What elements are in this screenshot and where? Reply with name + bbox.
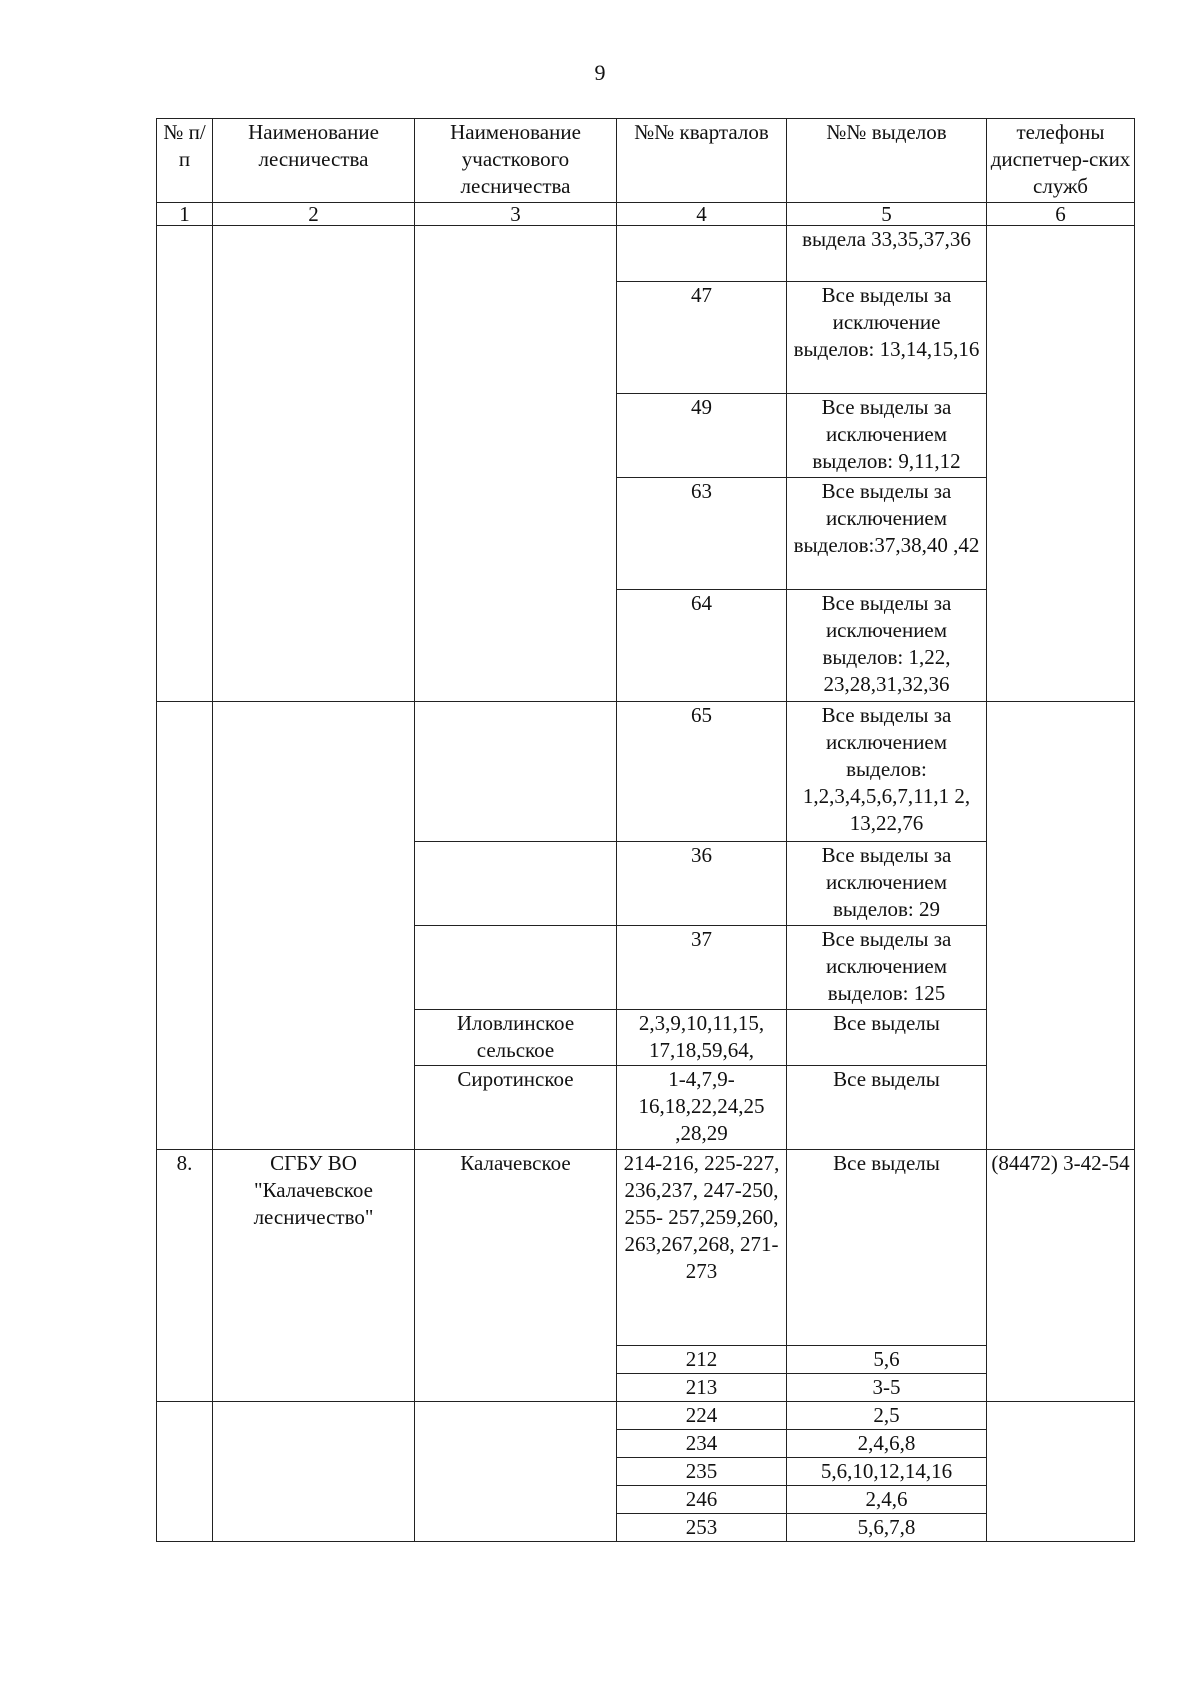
allotment-cell: 5,6,7,8: [787, 1514, 987, 1542]
allotment-cell: 2,5: [787, 1402, 987, 1430]
district-cell: Иловлинское сельское: [415, 1010, 617, 1066]
phone-cell: [987, 226, 1135, 702]
district-cell: [415, 226, 617, 702]
quarter-cell: 64: [617, 590, 787, 702]
header-quarters: №№ кварталов: [617, 119, 787, 203]
allotment-cell: Все выделы: [787, 1066, 987, 1150]
quarter-cell: 63: [617, 478, 787, 590]
quarter-cell: 253: [617, 1514, 787, 1542]
quarter-cell: 2,3,9,10,11,15, 17,18,59,64,: [617, 1010, 787, 1066]
district-cell: Калачевское: [415, 1150, 617, 1402]
quarter-cell: 47: [617, 282, 787, 394]
header-dispatch-phones: телефоны диспетчер-ских служб: [987, 119, 1135, 203]
header-allotments: №№ выделов: [787, 119, 987, 203]
district-cell: [415, 842, 617, 926]
quarter-cell: 234: [617, 1430, 787, 1458]
column-number-row: [157, 203, 1135, 226]
quarter-cell: 49: [617, 394, 787, 478]
number-cell: 8.: [157, 1150, 213, 1402]
column-number: 1: [157, 203, 213, 226]
allotment-cell: 2,4,6: [787, 1486, 987, 1514]
table-row: [157, 226, 1135, 282]
header-number: № п/п: [157, 119, 213, 203]
forestry-cell: [213, 702, 415, 1150]
number-cell: [157, 226, 213, 702]
allotment-cell: Все выделы за исключением выделов: 1,2,3,4,5,6,7,11,1 2, 13,22,76: [787, 702, 987, 842]
quarter-cell: [617, 226, 787, 282]
phone-cell: [987, 1402, 1135, 1542]
allotment-cell: Все выделы: [787, 1010, 987, 1066]
quarter-cell: 213: [617, 1374, 787, 1402]
quarter-cell: 246: [617, 1486, 787, 1514]
allotment-cell: Все выделы за исключение выделов: 13,14,15,16: [787, 282, 987, 394]
table-row: [157, 1150, 1135, 1346]
district-cell: [415, 1402, 617, 1542]
quarter-cell: 37: [617, 926, 787, 1010]
column-number: 6: [987, 203, 1135, 226]
allotment-cell: выдела 33,35,37,36: [787, 226, 987, 282]
quarter-cell: 1-4,7,9- 16,18,22,24,25 ,28,29: [617, 1066, 787, 1150]
phone-cell: (84472) 3-42-54: [987, 1150, 1135, 1402]
district-cell: [415, 926, 617, 1010]
allotment-cell: Все выделы за исключением выделов: 125: [787, 926, 987, 1010]
column-number: 4: [617, 203, 787, 226]
header-district-forestry-name: Наименование участкового лесничества: [415, 119, 617, 203]
forestry-cell: [213, 226, 415, 702]
number-cell: [157, 1402, 213, 1542]
column-number: 3: [415, 203, 617, 226]
quarter-cell: 214-216, 225-227, 236,237, 247-250, 255- 257,259,260, 263,267,268, 271-273: [617, 1150, 787, 1346]
header-forestry-name: Наименование лесничества: [213, 119, 415, 203]
table-row: [157, 1402, 1135, 1430]
allotment-cell: Все выделы за исключением выделов: 1,22, 23,28,31,32,36: [787, 590, 987, 702]
quarter-cell: 212: [617, 1346, 787, 1374]
district-cell: Сиротинское: [415, 1066, 617, 1150]
allotment-cell: 5,6: [787, 1346, 987, 1374]
forestry-table: [156, 118, 1135, 1542]
table-header-row: [157, 119, 1135, 203]
allotment-cell: Все выделы за исключением выделов: 29: [787, 842, 987, 926]
allotment-cell: Все выделы за исключением выделов: 9,11,12: [787, 394, 987, 478]
quarter-cell: 235: [617, 1458, 787, 1486]
page-number: 9: [594, 60, 606, 85]
forestry-cell: [213, 1402, 415, 1542]
allotment-cell: 3-5: [787, 1374, 987, 1402]
allotment-cell: Все выделы: [787, 1150, 987, 1346]
allotment-cell: Все выделы за исключением выделов:37,38,40 ,42: [787, 478, 987, 590]
table-row: [157, 702, 1135, 842]
district-cell: [415, 702, 617, 842]
phone-cell: [987, 702, 1135, 1150]
allotment-cell: 2,4,6,8: [787, 1430, 987, 1458]
column-number: 5: [787, 203, 987, 226]
column-number: 2: [213, 203, 415, 226]
quarter-cell: 65: [617, 702, 787, 842]
quarter-cell: 224: [617, 1402, 787, 1430]
quarter-cell: 36: [617, 842, 787, 926]
number-cell: [157, 702, 213, 1150]
forestry-cell: СГБУ ВО "Калачевское лесничество": [213, 1150, 415, 1402]
allotment-cell: 5,6,10,12,14,16: [787, 1458, 987, 1486]
